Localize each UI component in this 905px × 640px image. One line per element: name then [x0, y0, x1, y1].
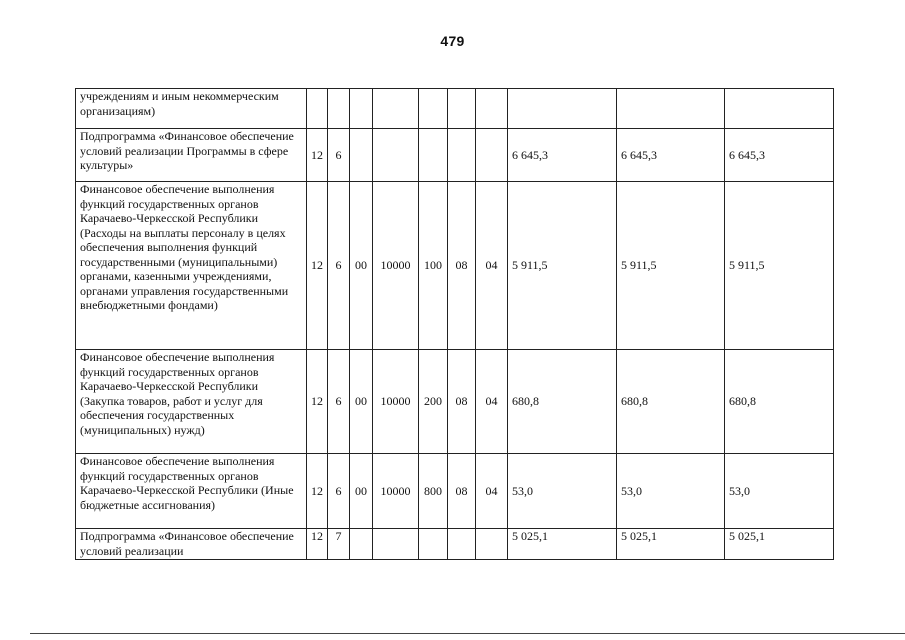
code-cell	[448, 529, 476, 560]
code-cell	[476, 529, 508, 560]
code-cell	[373, 529, 419, 560]
amount-cell: 6 645,3	[508, 129, 617, 182]
code-cell: 100	[419, 182, 448, 350]
amount-cell: 680,8	[508, 350, 617, 454]
code-cell: 800	[419, 454, 448, 529]
code-cell	[448, 129, 476, 182]
row-description: Финансовое обеспечение выполнения функций государственных органов Карачаево-Черкесской Республики (Закупка товаров, работ и услуг для обеспечения государственных (муниципальных) нужд)	[76, 350, 307, 454]
code-cell: 200	[419, 350, 448, 454]
code-cell	[448, 89, 476, 129]
code-cell	[419, 529, 448, 560]
code-cell: 08	[448, 182, 476, 350]
amount-cell	[617, 89, 725, 129]
amount-cell: 5 911,5	[617, 182, 725, 350]
amount-cell: 53,0	[617, 454, 725, 529]
code-cell: 00	[350, 182, 373, 350]
code-cell: 12	[307, 529, 328, 560]
row-description: Финансовое обеспечение выполнения функций государственных органов Карачаево-Черкесской Республики (Расходы на выплаты персоналу в целях обеспечения выполнения функций государственными (муниципальными) органами, казенными учреждениями, органами управления государственными внебюджетными фондами)	[76, 182, 307, 350]
table-row	[76, 129, 834, 182]
code-cell: 08	[448, 350, 476, 454]
table-row	[76, 182, 834, 350]
amount-cell: 680,8	[617, 350, 725, 454]
code-cell	[476, 89, 508, 129]
code-cell: 04	[476, 182, 508, 350]
code-cell: 00	[350, 350, 373, 454]
code-cell: 10000	[373, 350, 419, 454]
amount-cell: 5 025,1	[508, 529, 617, 560]
amount-cell: 6 645,3	[725, 129, 834, 182]
code-cell: 08	[448, 454, 476, 529]
code-cell: 10000	[373, 454, 419, 529]
code-cell	[419, 129, 448, 182]
amount-cell	[725, 89, 834, 129]
code-cell: 04	[476, 454, 508, 529]
code-cell: 6	[328, 182, 350, 350]
table-row	[76, 89, 834, 129]
amount-cell: 5 025,1	[617, 529, 725, 560]
code-cell: 12	[307, 454, 328, 529]
page-number: 479	[440, 33, 465, 49]
table-row	[76, 529, 834, 560]
amount-cell: 53,0	[508, 454, 617, 529]
amount-cell	[508, 89, 617, 129]
code-cell: 12	[307, 350, 328, 454]
code-cell: 00	[350, 454, 373, 529]
code-cell	[476, 129, 508, 182]
row-description: учреждениям и иным некоммерческим организациям)	[76, 89, 307, 129]
code-cell	[373, 89, 419, 129]
amount-cell: 5 911,5	[725, 182, 834, 350]
code-cell: 04	[476, 350, 508, 454]
code-cell: 10000	[373, 182, 419, 350]
code-cell: 12	[307, 129, 328, 182]
budget-table	[75, 88, 834, 560]
code-cell: 12	[307, 182, 328, 350]
code-cell	[350, 129, 373, 182]
amount-cell: 6 645,3	[617, 129, 725, 182]
code-cell: 7	[328, 529, 350, 560]
page-bottom-rule	[30, 633, 905, 634]
row-description: Подпрограмма «Финансовое обеспечение условий реализации Программы в сфере культуры»	[76, 129, 307, 182]
amount-cell: 5 911,5	[508, 182, 617, 350]
code-cell	[328, 89, 350, 129]
code-cell: 6	[328, 454, 350, 529]
amount-cell: 5 025,1	[725, 529, 834, 560]
row-description: Подпрограмма «Финансовое обеспечение условий реализации	[76, 529, 307, 560]
table-row	[76, 350, 834, 454]
amount-cell: 53,0	[725, 454, 834, 529]
code-cell	[419, 89, 448, 129]
code-cell	[373, 129, 419, 182]
code-cell	[350, 529, 373, 560]
code-cell	[307, 89, 328, 129]
amount-cell: 680,8	[725, 350, 834, 454]
table-row	[76, 454, 834, 529]
code-cell: 6	[328, 350, 350, 454]
row-description: Финансовое обеспечение выполнения функций государственных органов Карачаево-Черкесской Республики (Иные бюджетные ассигнования)	[76, 454, 307, 529]
code-cell: 6	[328, 129, 350, 182]
code-cell	[350, 89, 373, 129]
